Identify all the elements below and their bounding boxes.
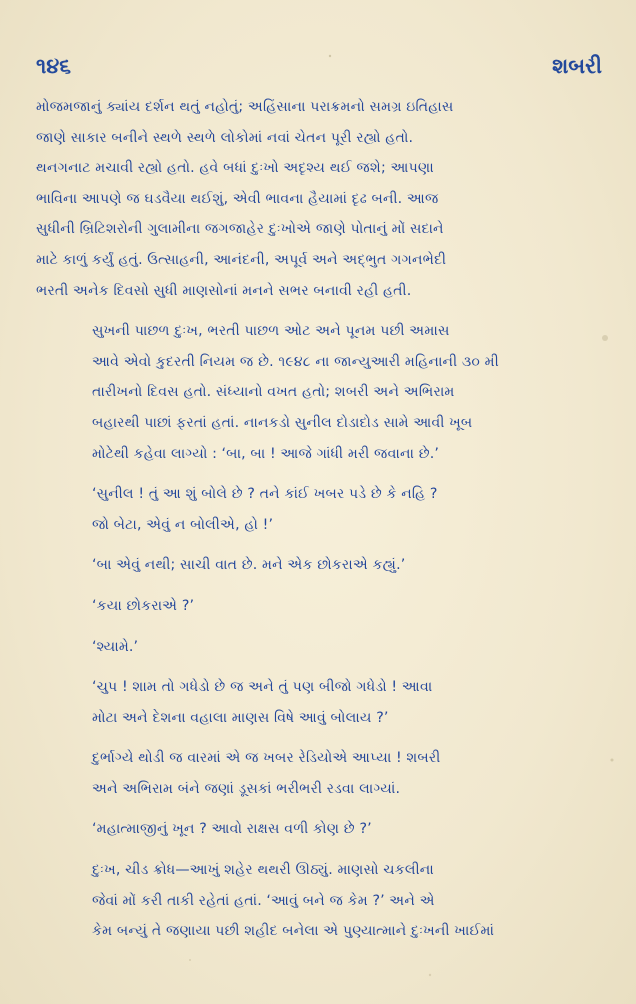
text-line: તારીખનો દિવસ હતો. સંધ્યાનો વખત હતો; શબરી અને અભિરામ [92, 384, 455, 401]
text-line: ‘કયા છોકરાએ ?’ [92, 597, 195, 614]
text-line: મોટા અને દેશના વહાલા માણસ વિષે આવું બોલાય ?’ [92, 709, 389, 726]
text-line: સુધીની બ્રિટિશરોની ગુલામીના જગજાહેર દુઃખોએ જાણે પોતાનું મોં સદાને [36, 221, 444, 238]
text-line: ભરતી અનેક દિવસો સુધી માણસોનાં મનને સભર બનાવી રહી હતી. [36, 282, 412, 299]
text-line: દુર્ભાગ્યે થોડી જ વારમાં એ જ ખબર રેડિયોએ આપ્યા ! શબરી [92, 750, 441, 767]
text-line: જાણે સાકાર બનીને સ્થળે સ્થળે લોકોમાં નવાં ચેતન પૂરી રહ્યો હતો. [36, 129, 414, 146]
text-line: થનગનાટ મચાવી રહ્યો હતો. હવે બધાં દુઃખો અદૃશ્ય થઈ જશે; આપણા [36, 160, 434, 177]
text-line: જો બેટા, એવું ન બોલીએ, હો !’ [92, 516, 274, 533]
paragraph [36, 855, 601, 947]
paragraph [36, 672, 601, 733]
text-line: સુખની પાછળ દુઃખ, ભરતી પાછળ ઓટ અને પૂનમ પછી અમાસ [92, 323, 450, 340]
text-line: મોજમજાનું ક્યાંય દર્શન થતું નહોતું; અહિંસાના પરાક્રમનો સમગ્ર ઇતિહાસ [36, 99, 454, 115]
text-line: મોટેથી કહેવા લાગ્યો : ‘બા, બા ! આજે ગાંધી મરી જવાના છે.’ [92, 445, 440, 462]
text-line: માટે કાળું કર્યું હતું. ઉત્સાહની, આનંદની, અપૂર્વ અને અદ્ભુત ગગનભેદી [36, 251, 447, 268]
text-line: ‘મહાત્માજીનું ખૂન ? આવો રાક્ષસ વળી કોણ છે ?’ [92, 821, 372, 838]
paragraph [36, 479, 601, 540]
text-line: બહારથી પાછાં ફરતાં હતાં. નાનકડો સુનીલ દોડાદોડ સામે આવી ખૂબ [92, 414, 473, 431]
text-line: કેમ બન્યું તે જણાયા પછી શહીદ બનેલા એ પુણ્યાત્માને દુઃખની ખાઈમાં [92, 923, 495, 940]
paragraph [36, 632, 601, 663]
paragraph [36, 550, 601, 581]
text-line: અને અભિરામ બંને જણાં ડૂસકાં ભરીભરી રડવા લાગ્યાં. [92, 780, 401, 797]
text-line: આવે એવો કુદરતી નિયમ જ છે. ૧૯૪૮ ના જાન્યુઆરી મહિનાની ૩૦ મી [92, 353, 499, 370]
page-header [36, 54, 602, 84]
body-text [36, 92, 601, 947]
running-head: શબરી [552, 54, 602, 78]
text-line: ભાવિના આપણે જ ઘડવૈયા થઈશું, એવી ભાવના હૈયામાં દૃઢ બની. આજ [36, 190, 439, 207]
paragraph [36, 92, 601, 306]
paragraph [36, 743, 601, 804]
text-line: જેવાં મોં કરી તાકી રહેતાં હતાં. ‘આવું બને જ કેમ ?’ અને એ [92, 892, 435, 909]
text-line: ‘શ્યામે.’ [92, 638, 139, 655]
text-line: ‘સુનીલ ! તું આ શું બોલે છે ? તને કાંઈ ખબર પડે છે કે નહિ ? [92, 486, 438, 503]
paragraph [36, 814, 601, 845]
paragraph [36, 316, 601, 469]
paragraph [36, 591, 601, 622]
text-line: દુઃખ, ચીડ ક્રોધ—આખું શહેર થથરી ઊઠ્યું. માણસો ચકલીના [92, 862, 434, 879]
text-line: ‘ચુપ ! શામ તો ગધેડો છે જ અને તું પણ બીજો ગધેડો ! આવા [92, 679, 433, 696]
page-number: ૧૪૬ [36, 54, 72, 78]
text-line: ‘બા એવું નથી; સાચી વાત છે. મને એક છોકરાએ કહ્યું.’ [92, 557, 406, 574]
